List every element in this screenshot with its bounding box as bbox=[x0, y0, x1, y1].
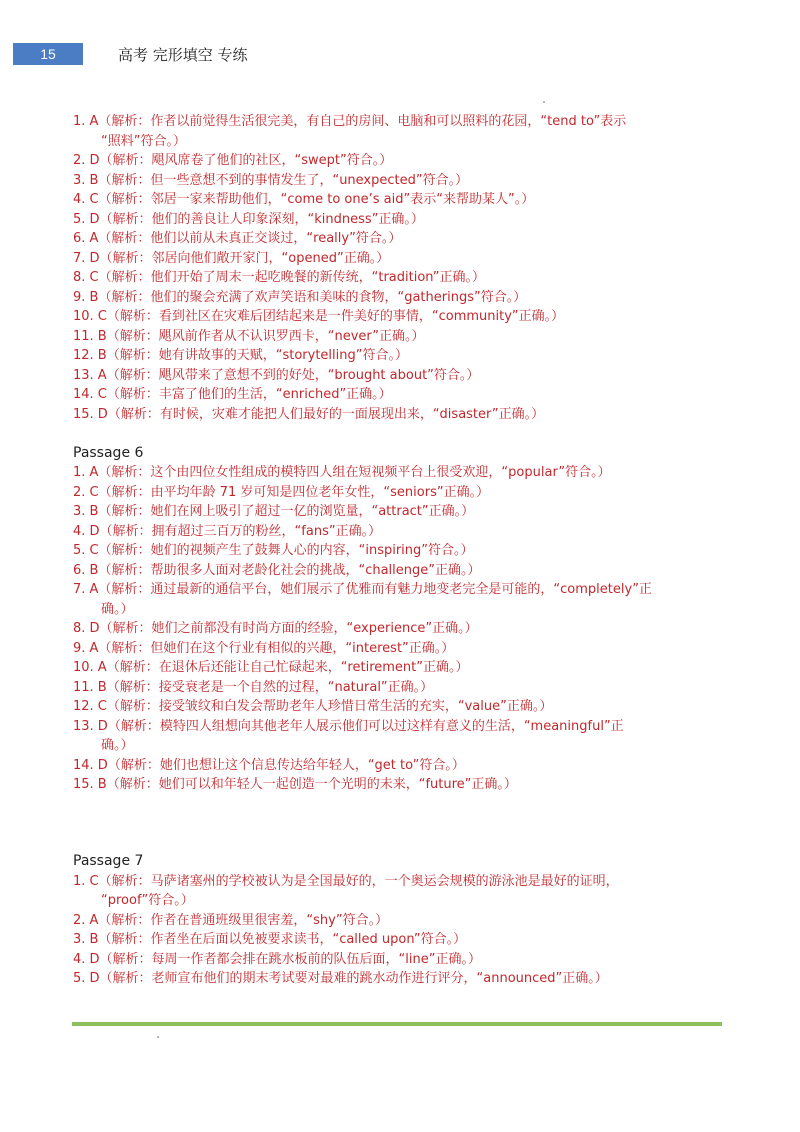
answer-line: 11. B（解析：飓风前作者从不认识罗西卡，“never”正确。） bbox=[73, 328, 425, 344]
answer-line: 10. C（解析：看到社区在灾难后团结起来是一件美好的事情，“community”正确。） bbox=[73, 309, 565, 324]
answer-line: 13. A（解析：飓风带来了意想不到的好处，“brought about”符合。） bbox=[73, 367, 480, 383]
answer-content bbox=[73, 112, 733, 989]
passage-5-answers bbox=[73, 112, 733, 424]
answer-line: 6. A（解析：他们以前从未真正交谈过，“really”符合。） bbox=[73, 231, 402, 246]
speck-mark bbox=[157, 1036, 159, 1038]
answer-line: 12. B（解析：她有讲故事的天赋，“storytelling”符合。） bbox=[73, 348, 408, 363]
answer-line: 2. C（解析：由平均年龄 71 岁可知是四位老年女性，“seniors”正确。） bbox=[73, 484, 490, 500]
answer-line-continuation: 确。） bbox=[101, 601, 134, 617]
answer-line: 15. B（解析：她们可以和年轻人一起创造一个光明的未来，“future”正确。） bbox=[73, 777, 517, 792]
answer-line: 2. A（解析：作者在普通班级里很害羞，“shy”符合。） bbox=[73, 912, 389, 928]
answer-line: 9. B（解析：他们的聚会充满了欢声笑语和美味的食物，“gatherings”符合。） bbox=[73, 289, 527, 305]
answer-line: 3. B（解析：但一些意想不到的事情发生了，“unexpected”符合。） bbox=[73, 172, 469, 188]
answer-line-continuation: “proof”符合。） bbox=[101, 893, 194, 908]
answer-line: 7. A（解析：通过最新的通信平台，她们展示了优雅而有魅力地变老完全是可能的，“completely”正 bbox=[73, 582, 652, 597]
answer-line: 9. A（解析：但她们在这个行业有相似的兴趣，“interest”正确。） bbox=[73, 640, 455, 656]
answer-line: 1. C（解析：马萨诸塞州的学校被认为是全国最好的，一个奥运会规模的游泳池是最好的证明， bbox=[73, 873, 619, 889]
answer-line: 8. D（解析：她们之前都没有时尚方面的经验，“experience”正确。） bbox=[73, 621, 478, 636]
answer-line: 8. C（解析：他们开始了周末一起吃晚餐的新传统，“tradition”正确。） bbox=[73, 270, 486, 285]
answer-line: 15. D（解析：有时候，灾难才能把人们最好的一面展现出来，“disaster”正确。） bbox=[73, 406, 545, 422]
answer-line: 5. D（解析：老师宣布他们的期末考试要对最难的跳水动作进行评分，“announced”正确。） bbox=[73, 971, 608, 986]
answer-line: 6. B（解析：帮助很多人面对老龄化社会的挑战，“challenge”正确。） bbox=[73, 562, 481, 578]
answer-line: 5. D（解析：他们的善良让人印象深刻，“kindness”正确。） bbox=[73, 211, 424, 227]
answer-line: 3. B（解析：作者坐在后面以免被要求读书，“called upon”符合。） bbox=[73, 932, 467, 947]
answer-line-continuation: “照料”符合。） bbox=[101, 133, 186, 149]
passage-7-section bbox=[73, 852, 733, 989]
header-title: 高考 完形填空 专练 bbox=[118, 46, 248, 64]
answer-line: 11. B（解析：接受衰老是一个自然的过程，“natural”正确。） bbox=[73, 679, 434, 695]
answer-line: 1. A（解析：作者以前觉得生活很完美，有自己的房间、电脑和可以照料的花园，“tend to”表示 bbox=[73, 114, 627, 129]
answer-line: 5. C（解析：她们的视频产生了鼓舞人心的内容，“inspiring”符合。） bbox=[73, 543, 474, 558]
answer-line: 14. C（解析：丰富了他们的生活，“enriched”正确。） bbox=[73, 387, 392, 402]
answer-line: 10. A（解析：在退休后还能让自己忙碌起来，“retirement”正确。） bbox=[73, 660, 469, 675]
page-number-badge: 15 bbox=[13, 43, 83, 65]
answer-line: 14. D（解析：她们也想让这个信息传达给年轻人，“get to”符合。） bbox=[73, 757, 465, 773]
passage-heading: Passage 6 bbox=[73, 444, 144, 461]
answer-line: 4. D（解析：拥有超过三百万的粉丝，“fans”正确。） bbox=[73, 523, 382, 539]
passage-6-section bbox=[73, 444, 733, 795]
answer-line: 4. D（解析：每周一作者都会排在跳水板前的队伍后面，“line”正确。） bbox=[73, 951, 481, 967]
speck-mark bbox=[543, 101, 545, 103]
footer-divider bbox=[72, 1022, 722, 1026]
answer-line: 2. D（解析：飓风席卷了他们的社区，“swept”符合。） bbox=[73, 153, 393, 168]
answer-line: 12. C（解析：接受皱纹和白发会帮助老年人珍惜日常生活的充实，“value”正确。） bbox=[73, 699, 553, 714]
answer-line: 3. B（解析：她们在网上吸引了超过一亿的浏览量，“attract”正确。） bbox=[73, 504, 475, 519]
answer-line: 4. C（解析：邻居一家来帮助他们，“come to one’s aid”表示“来帮助某人”。） bbox=[73, 192, 535, 207]
answer-line: 7. D（解析：邻居向他们敞开家门，“opened”正确。） bbox=[73, 250, 390, 266]
answer-line-continuation: 确。） bbox=[101, 738, 134, 753]
passage-heading: Passage 7 bbox=[73, 853, 144, 869]
answer-line: 13. D（解析：模特四人组想向其他老年人展示他们可以过这样有意义的生活，“meaningful”正 bbox=[73, 718, 624, 734]
answer-line: 1. A（解析：这个由四位女性组成的模特四人组在短视频平台上很受欢迎，“popular”符合。） bbox=[73, 465, 611, 480]
